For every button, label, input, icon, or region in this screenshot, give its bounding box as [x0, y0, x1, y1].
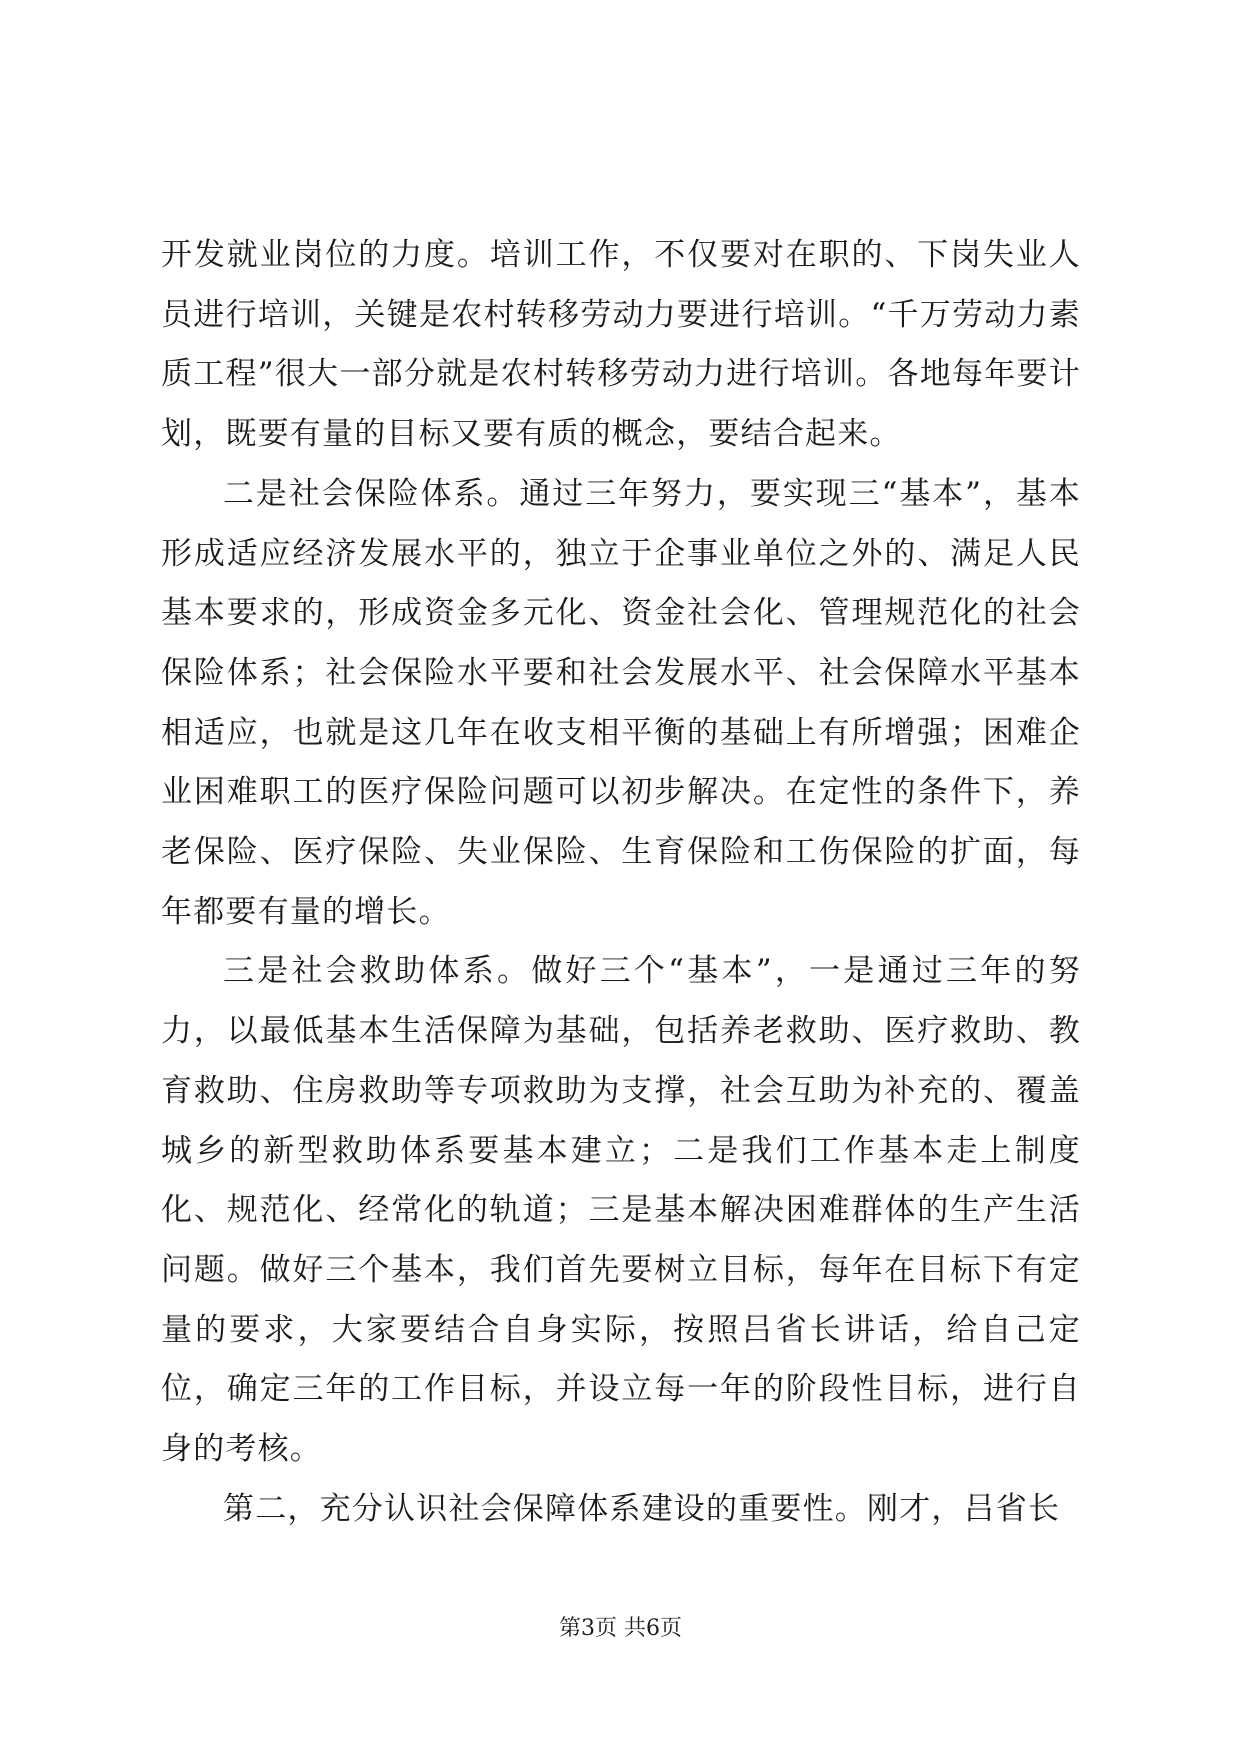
paragraph-2: 二是社会保险体系。通过三年努力，要实现三“基本”，基本形成适应经济发展水平的，独立于企事业单位之外的、满足人民基本要求的，形成资金多元化、资金社会化、管理规范化的社会保险体系；社会保险水平要和社会发展水平、社会保障水平基本相适应，也就是这几年在收支相平衡的基础上有所增强；困难企业困难职工的医疗保险问题可以初步解决。在定性的条件下，养老保险、医疗保险、失业保险、生育保险和工伤保险的扩面，每年都要有量的增长。 — [161, 475, 1081, 930]
page-number-footer: 第3页 共6页 — [559, 1616, 682, 1641]
document-body — [161, 226, 1081, 1539]
paragraph-4: 第二，充分认识社会保障体系建设的重要性。刚才，吕省长 — [223, 1490, 1061, 1527]
paragraph-3: 三是社会救助体系。做好三个“基本”，一是通过三年的努力，以最低基本生活保障为基础，包括养老救助、医疗救助、教育救助、住房救助等专项救助为支撑，社会互助为补充的、覆盖城乡的新型救助体系要基本建立；二是我们工作基本走上制度化、规范化、经常化的轨道；三是基本解决困难群体的生产生活问题。做好三个基本，我们首先要树立目标，每年在目标下有定量的要求，大家要结合自身实际，按照吕省长讲话，给自己定位，确定三年的工作目标，并设立每一年的阶段性目标，进行自身的考核。 — [161, 953, 1081, 1468]
paragraph-1: 开发就业岗位的力度。培训工作，不仅要对在职的、下岗失业人员进行培训，关键是农村转移劳动力要进行培训。“千万劳动力素质工程”很大一部分就是农村转移劳动力进行培训。各地每年要计划，既要有量的目标又要有质的概念，要结合起来。 — [161, 237, 1081, 453]
